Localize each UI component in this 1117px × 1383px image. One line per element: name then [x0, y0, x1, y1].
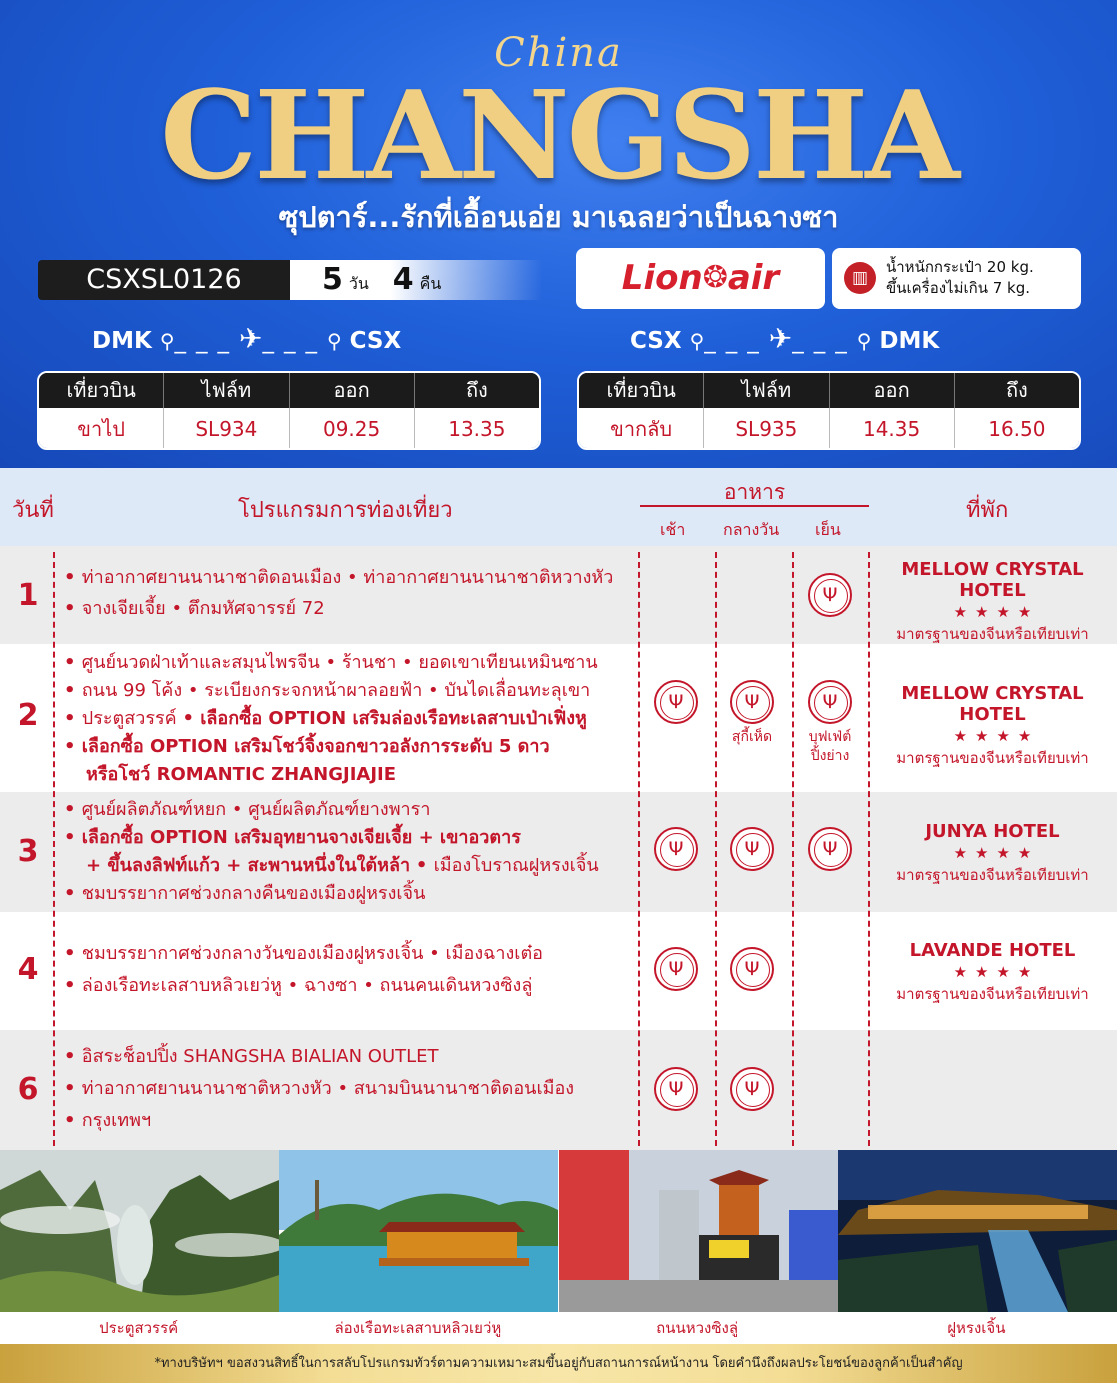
dinner-note [790, 728, 870, 766]
program-line: ประตูสวรรค์ [81, 708, 177, 729]
table-header: ถึง [465, 378, 488, 402]
baggage-line-1: น้ำหนักกระเป๋า 20 kg. [886, 258, 1034, 276]
outbound-route: DMK ⚲___✈___⚲ CSX [92, 322, 402, 355]
hotel-info [868, 940, 1117, 1006]
photo-lake-cruise [279, 1150, 558, 1312]
meals-column-header: อาหาร [723, 480, 786, 504]
meals-divider [640, 505, 869, 507]
table-header: ไฟล์ท [704, 373, 829, 408]
hotel-standard: มาตรฐานของจีนหรือเทียบเท่า [896, 985, 1089, 1003]
photo-street [559, 1150, 838, 1312]
dish-icon: Ψ [654, 947, 698, 991]
route-to: CSX [349, 328, 402, 354]
table-header: ออก [830, 373, 955, 408]
table-header: ไฟล์ท [164, 373, 289, 408]
column-divider [638, 552, 640, 1146]
program-line: ศูนย์ผลิตภัณฑ์หยก • ศูนย์ผลิตภัณฑ์ยางพารา [81, 799, 431, 820]
airline-logo [576, 248, 825, 309]
hotel-name: MELLOW CRYSTAL HOTEL [901, 559, 1084, 601]
nights-unit: คืน [419, 274, 442, 293]
option-text: หรือโชว์ ROMANTIC ZHANGJIAJIE [86, 764, 397, 785]
day-number: 1 [17, 578, 39, 613]
hotel-info [868, 821, 1117, 887]
day-number: 3 [17, 834, 39, 869]
page-title: CHANGSHA [160, 63, 957, 207]
lunch-header: กลางวัน [723, 520, 780, 539]
days-unit: วัน [348, 274, 369, 293]
program-line: อิสระช็อปปิ้ง SHANGSHA BIALIAN OUTLET [81, 1046, 439, 1067]
dinner-note-line: ปิ้งย่าง [810, 748, 850, 764]
table-header: ถึง [1005, 378, 1028, 402]
duration [290, 260, 542, 300]
column-divider [868, 552, 870, 1146]
photo-heaven-gate [0, 1150, 279, 1312]
option-text: + ขึ้นลงลิฟท์แก้ว + สะพานหนึ่งในใต้หล้า [86, 855, 411, 876]
subtitle: ซุปตาร์...รักที่เอื้อนเอ่ย มาเฉลยว่าเป็นฉางซา [278, 200, 839, 234]
photo-furong-town [838, 1150, 1117, 1312]
program-line: ศูนย์นวดฝ่าเท้าและสมุนไพรจีน • ร้านชา • ยอดเขาเทียนเหมินซาน [81, 652, 598, 673]
table-cell: ขากลับ [579, 408, 704, 450]
hotel-stars: ★★★★ [953, 963, 1040, 981]
option-text: เลือกซื้อ OPTION เสริมอุทยานจางเจียเจี้ย + เขาอวตาร [81, 827, 521, 848]
table-header: ออก [290, 373, 415, 408]
day-program: • ศูนย์ผลิตภัณฑ์หยก • ศูนย์ผลิตภัณฑ์ยางพารา • เลือกซื้อ OPTION เสริมอุทยานจางเจียเจี้ย + เขาอวตาร + ขึ้นลงลิฟท์แก้ว + สะพานหนึ่งในใต้หล้า • เมืองโบราณฝูหรงเจิ้น • ชมบรรยากาศช่วงกลางคืนของเมืองฝูหรงเจิ้น [64, 799, 599, 904]
day-program: • ชมบรรยากาศช่วงกลางวันของเมืองฝูหรงเจิ้น • เมืองฉางเต๋อ • ล่องเรือทะเลสาบหลิวเยว่หู • ฉางซา • ถนนคนเดินหวงซิงลู่ [64, 943, 543, 996]
program-line: ท่าอากาศยานนานาชาติดอนเมือง • ท่าอากาศยานนานาชาติหวางหัว [81, 567, 614, 588]
column-divider [715, 552, 717, 1146]
photo-caption: ประตูสวรรค์ [0, 1312, 279, 1344]
hotel-info [868, 683, 1117, 770]
column-divider [792, 552, 794, 1146]
program-line: ล่องเรือทะเลสาบหลิวเยว่หู • ฉางซา • ถนนคนเดินหวงซิงลู่ [81, 975, 533, 996]
day-row-4 [0, 912, 1117, 1030]
program-line: ชมบรรยากาศช่วงกลางวันของเมืองฝูหรงเจิ้น • เมืองฉางเต๋อ [81, 943, 543, 964]
day-row-6 [0, 1030, 1117, 1150]
luggage-icon: ▥ [844, 262, 876, 294]
breakfast-header: เช้า [660, 520, 686, 539]
dish-icon: Ψ [808, 573, 852, 617]
disclaimer: *ทางบริษัทฯ ขอสงวนสิทธิ์ในการสลับโปรแกรมทัวร์ตามความเหมาะสมขึ้นอยู่กับสถานการณ์หน้างาน โดยคำนึงถึงผลประโยชน์ของลูกค้าเป็นสำคัญ [0, 1344, 1117, 1383]
hotel-name: JUNYA HOTEL [925, 821, 1060, 842]
lunch-note: สุกี้เห็ด [731, 729, 773, 745]
photo-caption: ล่องเรือทะเลสาบหลิวเยว่หู [279, 1312, 558, 1344]
lion-icon: ❂ [702, 260, 728, 295]
day-program: • ศูนย์นวดฝ่าเท้าและสมุนไพรจีน • ร้านชา • ยอดเขาเทียนเหมินซาน • ถนน 99 โค้ง • ระเบียงกระจกหน้าผาลอยฟ้า • บันไดเลื่อนทะลุเขา • ประตูสวรรค์ • เลือกซื้อ OPTION เสริมล่องเรือทะเลสาบเป่าเฟิ่งหู • เลือกซื้อ OPTION เสริมโชว์จิ้งจอกขาวอลังการระดับ 5 ดาว หรือโชว์ ROMANTIC ZHANGJIAJIE [64, 652, 598, 785]
day-number: 4 [17, 952, 39, 987]
hotel-stars: ★★★★ [953, 603, 1040, 621]
airline-logo-right: air [727, 258, 780, 298]
days-number: 5 [322, 262, 343, 297]
location-pin-icon: ⚲ [159, 329, 175, 353]
day-program: • ท่าอากาศยานนานาชาติดอนเมือง • ท่าอากาศยานนานาชาติหวางหัว • จางเจียเจี้ย • ตึกมหัศจารรย์ 72 [64, 567, 614, 619]
hotel-name: MELLOW CRYSTAL HOTEL [901, 683, 1084, 725]
day-row-1 [0, 546, 1117, 644]
photo-strip [0, 1150, 1117, 1312]
baggage-line-2: ขึ้นเครื่องไม่เกิน 7 kg. [886, 279, 1031, 297]
dish-icon: Ψ [730, 947, 774, 991]
hotel-stars: ★★★★ [953, 727, 1040, 745]
table-cell: ขาไป [39, 408, 164, 450]
hotel-name: LAVANDE HOTEL [909, 940, 1076, 961]
tour-code: CSXSL0126 [38, 260, 290, 300]
itinerary-header [0, 468, 1117, 546]
header-banner [0, 0, 1117, 468]
route-from: DMK [92, 328, 152, 354]
nights-number: 4 [392, 262, 414, 297]
program-column-header: โปรแกรมการท่องเที่ยว [238, 498, 453, 523]
dish-icon: Ψ [654, 680, 698, 724]
table-header: เที่ยวบิน [39, 373, 164, 408]
baggage-info [832, 248, 1081, 309]
inbound-route: CSX ⚲___✈___⚲ DMK [630, 322, 940, 355]
day-row-2 [0, 644, 1117, 792]
photo-caption: ถนนหวงซิงลู่ [559, 1312, 838, 1344]
inbound-flight-table [577, 371, 1081, 450]
dish-icon: Ψ [808, 827, 852, 871]
location-pin-icon: ⚲ [326, 329, 342, 353]
outbound-flight-table [37, 371, 541, 450]
route-from: CSX [630, 328, 682, 354]
option-text: เลือกซื้อ OPTION เสริมล่องเรือทะเลสาบเป่าเฟิ่งหู [200, 708, 587, 729]
column-divider [53, 552, 55, 1146]
day-row-3 [0, 792, 1117, 912]
hotel-stars: ★★★★ [953, 844, 1040, 862]
dish-icon: Ψ [730, 827, 774, 871]
program-line: ชมบรรยากาศช่วงกลางคืนของเมืองฝูหรงเจิ้น [81, 883, 426, 904]
day-number: 2 [17, 698, 39, 733]
hotel-column-header: ที่พัก [966, 498, 1009, 523]
program-line: ถนน 99 โค้ง • ระเบียงกระจกหน้าผาลอยฟ้า • บันไดเลื่อนทะลุเขา [81, 680, 591, 701]
hotel-standard: มาตรฐานของจีนหรือเทียบเท่า [896, 749, 1089, 767]
table-cell: 09.25 [290, 408, 415, 450]
program-line: ท่าอากาศยานนานาชาติหวางหัว • สนามบินนานาชาติดอนเมือง [81, 1078, 575, 1099]
program-line: จางเจียเจี้ย • ตึกมหัศจารรย์ 72 [81, 598, 325, 619]
table-cell: SL934 [164, 408, 289, 450]
day-column-header: วันที่ [12, 498, 54, 523]
day-program: • อิสระช็อปปิ้ง SHANGSHA BIALIAN OUTLET • ท่าอากาศยานนานาชาติหวางหัว • สนามบินนานาชาติดอนเมือง • กรุงเทพฯ [64, 1046, 575, 1131]
dinner-note-line: บุฟเฟ่ต์ [808, 729, 852, 745]
table-cell: 14.35 [830, 408, 955, 450]
table-header: เที่ยวบิน [579, 373, 704, 408]
hotel-info [868, 559, 1117, 646]
hotel-standard: มาตรฐานของจีนหรือเทียบเท่า [896, 866, 1089, 884]
route-to: DMK [879, 328, 940, 354]
dish-icon: Ψ [654, 827, 698, 871]
dish-icon: Ψ [730, 1067, 774, 1111]
country-label: China [494, 30, 623, 76]
dish-icon: Ψ [654, 1067, 698, 1111]
program-line: กรุงเทพฯ [81, 1110, 152, 1131]
dish-icon: Ψ [808, 680, 852, 724]
dinner-header: เย็น [815, 520, 841, 539]
table-cell: SL935 [704, 408, 829, 450]
dish-icon: Ψ [730, 680, 774, 724]
option-text: เลือกซื้อ OPTION เสริมโชว์จิ้งจอกขาวอลังการระดับ 5 ดาว [81, 736, 550, 757]
day-number: 6 [17, 1072, 39, 1107]
hotel-standard: มาตรฐานของจีนหรือเทียบเท่า [896, 625, 1089, 643]
location-pin-icon: ⚲ [689, 329, 705, 353]
photo-caption: ฝูหรงเจิ้น [838, 1312, 1117, 1344]
program-line: เมืองโบราณฝูหรงเจิ้น [433, 855, 599, 876]
photo-captions [0, 1312, 1117, 1344]
airplane-icon: ✈ [238, 322, 263, 355]
table-cell: 16.50 [988, 417, 1046, 441]
location-pin-icon: ⚲ [856, 329, 872, 353]
airplane-icon: ✈ [768, 322, 793, 355]
table-cell: 13.35 [448, 417, 506, 441]
airline-logo-left: Lion [621, 258, 703, 298]
